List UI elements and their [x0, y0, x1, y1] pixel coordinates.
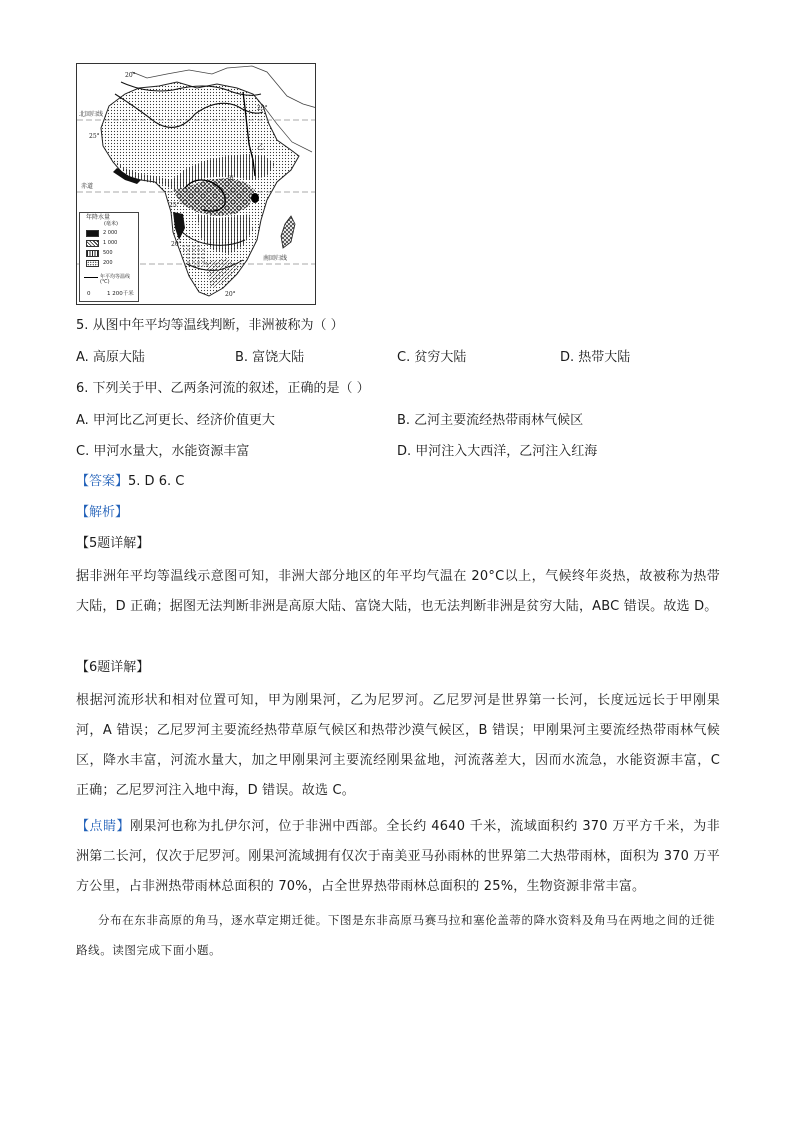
- isotherm-label-20-sw: 20°: [171, 241, 182, 248]
- lake-victoria: [251, 193, 259, 203]
- next-group-intro: 分布在东非高原的角马，逐水草定期迁徙。下图是东非高原马赛马拉和塞伦盖蒂的降水资料及角马在两地之间的迁徙路线。读图完成下面小题。: [76, 913, 716, 957]
- river-label-jia: 甲: [227, 175, 234, 183]
- q5-detail-text: 据非洲年平均等温线示意图可知，非洲大部分地区的年平均气温在 20°C以上，气候终年炎热，故被称为热带大陆，D 正确；据图无法判断非洲是高原大陆、富饶大陆，也无法判断非洲是贫穷大陆，ABC 错误。故选 D。: [76, 569, 720, 614]
- isotherm-label-25-mid: 25°: [169, 202, 180, 209]
- legend-title: 年降水量: [86, 214, 111, 221]
- q5-option-b[interactable]: B. 富饶大陆: [235, 350, 305, 365]
- q6-option-c[interactable]: C. 甲河水量大，水能资源丰富: [76, 444, 250, 459]
- isotherm-label-20-top: 20°: [125, 72, 136, 79]
- answer-tag: 【答案】: [76, 474, 129, 489]
- legend-value-2000: 2 000: [103, 230, 118, 236]
- legend-unit: (毫米): [104, 221, 118, 227]
- africa-map-figure: [76, 63, 316, 305]
- tropic-north-label: 北回归线: [79, 111, 104, 118]
- answer-text: 5. D 6. C: [128, 474, 185, 489]
- note-text: 刚果河也称为扎伊尔河，位于非洲中西部。全长约 4640 千米，流域面积约 370 万平方千米，为非洲第二长河，仅次于尼罗河。刚果河流域拥有仅次于南美亚马孙雨林的世界第二大热带雨林，面积为 370 万平方公里，占非洲热带雨林总面积的 70%，占全世界热带雨林总面积的 25%，生物资源非常丰富。: [76, 819, 720, 894]
- q5-detail-heading: 【5题详解】: [76, 536, 150, 551]
- q5-option-c[interactable]: C. 贫穷大陆: [397, 350, 467, 365]
- scale-zero: 0: [87, 291, 91, 297]
- q6-option-d[interactable]: D. 甲河注入大西洋，乙河注入红海: [397, 444, 598, 459]
- isotherm-legend-label: 年平均等温线(℃): [100, 274, 131, 285]
- legend-value-200: 200: [103, 260, 113, 266]
- q6-option-b[interactable]: B. 乙河主要流经热带雨林气候区: [397, 413, 584, 428]
- isotherm-label-25-ne: 25°: [257, 105, 268, 112]
- legend-swatch-200: [86, 260, 99, 267]
- q6-option-a[interactable]: A. 甲河比乙河更长、经济价值更大: [76, 413, 275, 428]
- answer-line: [76, 473, 184, 491]
- note-paragraph: [76, 812, 720, 902]
- legend-swatch-500: [86, 250, 99, 257]
- q6-detail-heading: 【6题详解】: [76, 660, 150, 675]
- q5-option-d[interactable]: D. 热带大陆: [560, 350, 631, 365]
- question-6-stem: 6. 下列关于甲、乙两条河流的叙述，正确的是（ ）: [76, 381, 370, 396]
- legend-value-500: 500: [103, 250, 113, 256]
- tropic-south-label: 南回归线: [263, 255, 288, 262]
- scale-distance: 1 200千米: [107, 291, 134, 297]
- q5-option-a[interactable]: A. 高原大陆: [76, 350, 145, 365]
- isotherm-label-20-bottom: 20°: [225, 291, 236, 298]
- isotherm-legend-line: [84, 277, 98, 278]
- q6-detail-text: 根据河流形状和相对位置可知，甲为刚果河，乙为尼罗河。乙尼罗河是世界第一长河，长度远远长于甲刚果河，A 错误；乙尼罗河主要流经热带草原气候区和热带沙漠气候区，B 错误；甲刚果河主要流经热带雨林气候区，降水丰富，河流水量大，加之甲刚果河主要流经刚果盆地，河流落差大，因而水流急，水能资源丰富，C 正确；乙尼罗河注入地中海，D 错误。故选 C。: [76, 693, 720, 798]
- question-5-stem: 5. 从图中年平均等温线判断，非洲被称为（ ）: [76, 318, 344, 333]
- legend-swatch-1000: [86, 240, 99, 247]
- note-tag: 【点睛】: [76, 819, 130, 834]
- madagascar: [281, 216, 295, 248]
- isotherm-label-25-nw: 25°: [89, 133, 100, 140]
- legend-swatch-2000: [86, 230, 99, 237]
- river-label-yi: 乙: [257, 143, 264, 151]
- equator-label: 赤道: [81, 183, 94, 190]
- precipitation-legend: [79, 212, 139, 302]
- legend-value-1000: 1 000: [103, 240, 118, 246]
- analysis-tag: 【解析】: [76, 505, 129, 520]
